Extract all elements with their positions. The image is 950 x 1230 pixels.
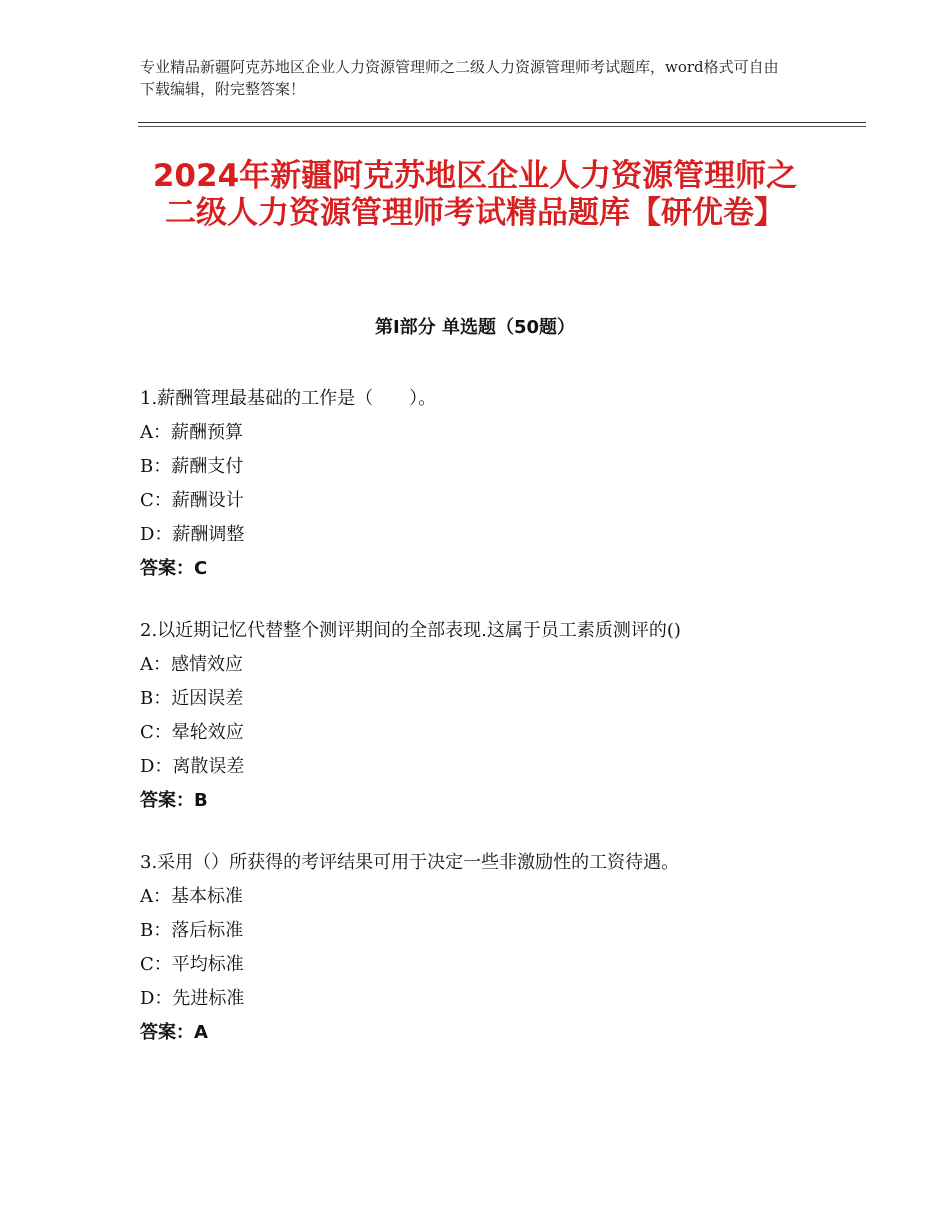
option-b: B：近因误差 xyxy=(140,688,244,709)
answer-label: 答案：B xyxy=(140,790,208,811)
question-stem: 2.以近期记忆代替整个测评期间的全部表现.这属于员工素质测评的() xyxy=(140,620,681,641)
question-3 xyxy=(140,846,820,1050)
header-note: 专业精品新疆阿克苏地区企业人力资源管理师之二级人力资源管理师考试题库，word格式可自由下载编辑，附完整答案！ xyxy=(140,58,779,98)
question-stem: 3.采用（）所获得的考评结果可用于决定一些非激励性的工资待遇。 xyxy=(140,852,680,873)
option-b: B：落后标准 xyxy=(140,920,244,941)
header-divider-thick xyxy=(138,122,866,123)
option-d: D：离散误差 xyxy=(140,756,245,777)
question-1 xyxy=(140,382,820,586)
option-a: A：基本标准 xyxy=(140,886,243,907)
question-stem: 1.薪酬管理最基础的工作是（ ）。 xyxy=(140,388,437,409)
option-c: C：平均标准 xyxy=(140,954,244,975)
option-a: A：薪酬预算 xyxy=(140,422,243,443)
answer-label: 答案：A xyxy=(140,1022,208,1043)
answer-label: 答案：C xyxy=(140,558,208,579)
option-c: C：晕轮效应 xyxy=(140,722,244,743)
option-b: B：薪酬支付 xyxy=(140,456,244,477)
question-list xyxy=(140,382,820,1078)
option-d: D：薪酬调整 xyxy=(140,524,245,545)
question-2 xyxy=(140,614,820,818)
document-title: 2024年新疆阿克苏地区企业人力资源管理师之二级人力资源管理师考试精品题库【研优卷】 xyxy=(152,158,798,231)
option-d: D：先进标准 xyxy=(140,988,245,1009)
section-title: 第Ⅰ部分 单选题（50题） xyxy=(374,317,575,338)
option-c: C：薪酬设计 xyxy=(140,490,244,511)
header-divider-thin xyxy=(138,126,866,127)
option-a: A：感情效应 xyxy=(140,654,243,675)
